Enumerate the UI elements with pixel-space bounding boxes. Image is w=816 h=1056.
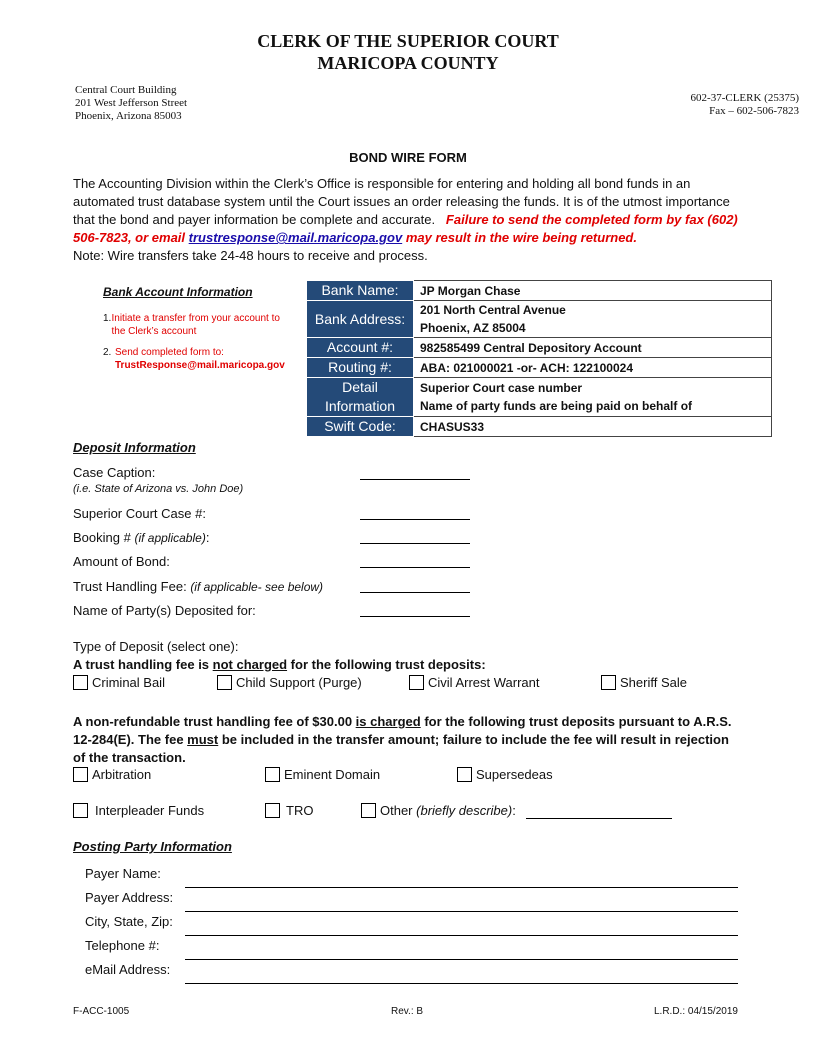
bond-amount-field[interactable]	[360, 567, 470, 568]
address-line: 201 West Jefferson Street	[75, 97, 188, 109]
bank-key: Bank Address:	[307, 301, 414, 338]
bank-steps	[103, 312, 293, 372]
city-state-zip-label: City, State, Zip:	[85, 914, 173, 929]
county-title: MARICOPA COUNTY	[317, 53, 499, 73]
bank-value: CHASUS33	[414, 417, 772, 437]
checkbox-criminal-bail[interactable]: Criminal Bail	[73, 675, 165, 690]
checkbox-other[interactable]: Other (briefly describe):	[361, 803, 516, 818]
case-number-label: Superior Court Case #:	[73, 506, 206, 521]
step-2: 2. Send completed form to: TrustResponse@mail.maricopa.gov	[103, 347, 285, 371]
deposit-heading: Deposit Information	[73, 440, 196, 455]
no-fee-statement: A trust handling fee is not charged for the following trust deposits:	[73, 657, 486, 672]
intro-paragraph	[73, 175, 753, 265]
form-id: F-ACC-1005	[73, 1006, 130, 1017]
bank-details-table	[306, 280, 772, 437]
case-caption-hint: (i.e. State of Arizona vs. John Doe)	[73, 483, 244, 495]
intro-warning: Failure to send the completed form by fax (602) 506-7823, or email	[73, 212, 738, 245]
telephone-label: Telephone #:	[85, 938, 160, 953]
checkbox-icon[interactable]	[601, 675, 616, 690]
city-state-zip-field[interactable]	[185, 935, 738, 936]
checkbox-icon[interactable]	[265, 767, 280, 782]
fee-statement: A non-refundable trust handling fee of $30.00 is charged for the following trust deposits pursuant to A.R.S. 12-284(E). The fee must be included in the transfer amount; failure to include the fee will result in rejection of the transaction.	[73, 714, 732, 765]
checkbox-icon[interactable]	[73, 803, 88, 818]
bank-key: Account #:	[307, 338, 414, 358]
bank-row	[307, 281, 772, 301]
checkbox-sheriff-sale[interactable]: Sheriff Sale	[601, 675, 687, 690]
bank-key: Swift Code:	[307, 417, 414, 437]
case-caption-label: Case Caption:	[73, 465, 156, 480]
bank-value: JP Morgan Chase	[414, 281, 772, 301]
checkbox-child-support[interactable]: Child Support (Purge)	[217, 675, 362, 690]
booking-field[interactable]	[360, 543, 470, 544]
bank-key: Detail Information	[307, 378, 414, 417]
last-revised-date: L.R.D.: 04/15/2019	[654, 1006, 738, 1017]
case-number-field[interactable]	[360, 519, 470, 520]
bank-row	[307, 378, 772, 417]
bank-row	[307, 301, 772, 338]
email-label: eMail Address:	[85, 962, 171, 977]
address-line: Phoenix, Arizona 85003	[75, 110, 182, 122]
bank-key: Bank Name:	[307, 281, 414, 301]
checkbox-eminent-domain[interactable]: Eminent Domain	[265, 767, 380, 782]
bank-value: Superior Court case number Name of party funds are being paid on behalf of	[414, 378, 772, 417]
bank-row	[307, 358, 772, 378]
checkbox-tro[interactable]: TRO	[265, 803, 313, 818]
court-title: CLERK OF THE SUPERIOR COURT	[257, 31, 559, 51]
checkbox-icon[interactable]	[457, 767, 472, 782]
checkbox-icon[interactable]	[265, 803, 280, 818]
deposit-type-label: Type of Deposit (select one):	[73, 639, 239, 654]
bank-key: Routing #:	[307, 358, 414, 378]
checkbox-interpleader[interactable]: Interpleader Funds	[73, 803, 204, 818]
step-2-email: TrustResponse@mail.maricopa.gov	[115, 360, 285, 371]
telephone-field[interactable]	[185, 959, 738, 960]
checkbox-civil-arrest[interactable]: Civil Arrest Warrant	[409, 675, 539, 690]
trust-fee-label: Trust Handling Fee: (if applicable- see below)	[73, 579, 324, 594]
payer-name-field[interactable]	[185, 887, 738, 888]
step-1: 1. Initiate a transfer from your account to the Clerk’s account	[103, 313, 280, 337]
bank-value: ABA: 021000021 -or- ACH: 122100024	[414, 358, 772, 378]
bank-info-heading: Bank Account Information	[103, 285, 253, 299]
court-contact	[691, 92, 799, 118]
checkbox-supersedeas[interactable]: Supersedeas	[457, 767, 553, 782]
checkbox-icon[interactable]	[73, 767, 88, 782]
checkbox-icon[interactable]	[73, 675, 88, 690]
case-caption-field[interactable]	[360, 479, 470, 480]
other-description-field[interactable]	[526, 818, 672, 819]
intro-warning-end: may result in the wire being returned.	[405, 230, 637, 245]
email-field[interactable]	[185, 983, 738, 984]
bank-row	[307, 338, 772, 358]
court-address	[75, 84, 187, 123]
checkbox-arbitration[interactable]: Arbitration	[73, 767, 151, 782]
booking-label: Booking # (if applicable):	[73, 530, 210, 545]
checkbox-icon[interactable]	[409, 675, 424, 690]
payer-name-label: Payer Name:	[85, 866, 161, 881]
party-name-field[interactable]	[360, 616, 470, 617]
trust-email-link[interactable]: trustresponse@mail.maricopa.gov	[188, 230, 403, 245]
intro-note: Note: Wire transfers take 24-48 hours to receive and process.	[73, 248, 428, 263]
form-title: BOND WIRE FORM	[349, 150, 467, 165]
intro-text: The Accounting Division within the Clerk’s Office is responsible for entering and holding all bond funds in an automated trust database system until the Court issues an order releasing the funds. It is of the utmost importance that the bond and payer information be complete and accurate.	[73, 176, 730, 227]
fax-number: Fax – 602-506-7823	[709, 105, 799, 117]
party-name-label: Name of Party(s) Deposited for:	[73, 603, 256, 618]
payer-address-label: Payer Address:	[85, 890, 174, 905]
bank-row	[307, 417, 772, 437]
phone-number: 602-37-CLERK (25375)	[690, 92, 799, 104]
posting-heading: Posting Party Information	[73, 839, 232, 854]
checkbox-icon[interactable]	[217, 675, 232, 690]
bank-value: 982585499 Central Depository Account	[414, 338, 772, 358]
bond-amount-label: Amount of Bond:	[73, 554, 170, 569]
address-line: Central Court Building	[75, 84, 177, 96]
trust-fee-field[interactable]	[360, 592, 470, 593]
payer-address-field[interactable]	[185, 911, 738, 912]
checkbox-icon[interactable]	[361, 803, 376, 818]
revision: Rev.: B	[391, 1006, 424, 1017]
bank-value: 201 North Central Avenue Phoenix, AZ 85004	[414, 301, 772, 338]
